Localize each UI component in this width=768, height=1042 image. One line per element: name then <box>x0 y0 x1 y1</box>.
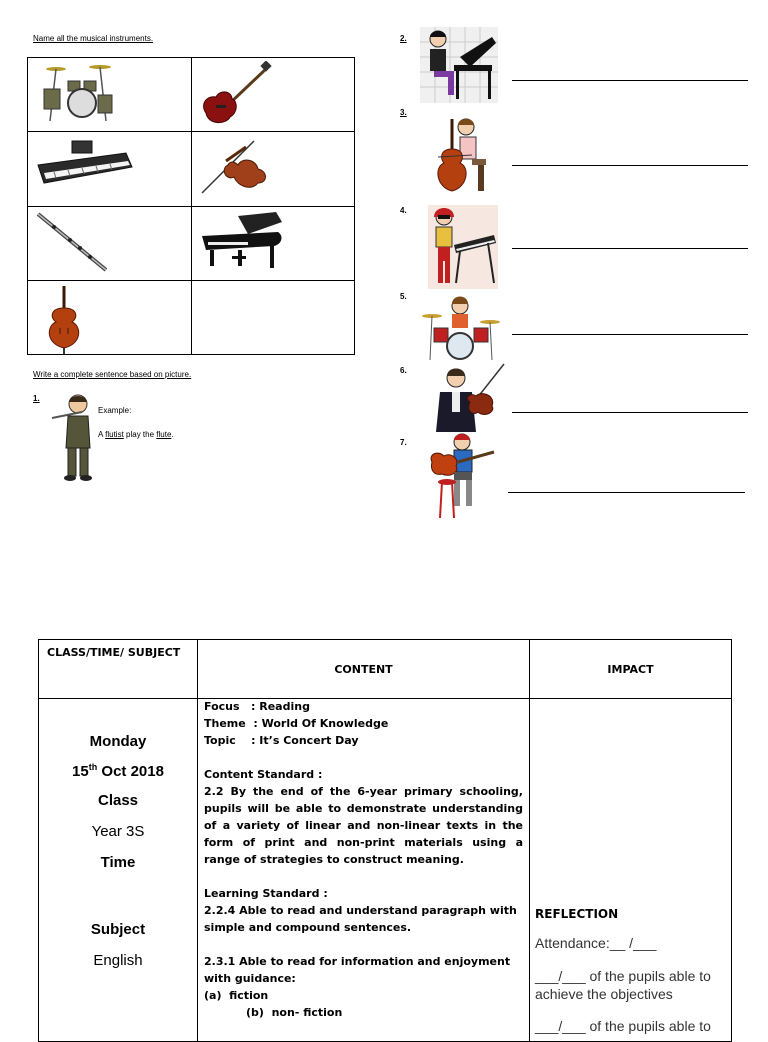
grid-cell-empty <box>191 280 355 354</box>
grid-cell <box>191 206 355 280</box>
lesson-plan-table <box>38 639 732 1042</box>
pianist-icon <box>420 27 498 103</box>
question-number: 7. <box>400 438 407 447</box>
impact-cell <box>530 699 732 1042</box>
objectives-line-1: ___/___ of the pupils able to achieve the objectives <box>535 968 711 1002</box>
example-word-flutist: flutist <box>105 430 124 439</box>
question-number: 4. <box>400 206 407 215</box>
answer-line[interactable] <box>512 165 748 166</box>
learning-standard-2b: (b) non- fiction <box>246 1006 343 1019</box>
attendance-line: Attendance:__ /___ <box>535 935 657 951</box>
class-time-subject-cell <box>39 699 198 1042</box>
answer-line[interactable] <box>512 80 748 81</box>
question-number: 5. <box>400 292 407 301</box>
keyboardist-icon <box>428 205 498 289</box>
learning-standard-2a: (a) fiction <box>204 989 269 1002</box>
answer-line[interactable] <box>508 492 745 493</box>
class-label: Class <box>97 792 139 809</box>
guitarist-icon <box>428 432 498 520</box>
electric-guitar-icon <box>198 61 278 127</box>
time-label: Time <box>100 854 136 871</box>
example-sentence <box>98 430 174 439</box>
answer-line[interactable] <box>512 248 748 249</box>
violin-icon <box>198 135 278 199</box>
example-text: play the <box>123 430 157 439</box>
theme-line: Theme : World Of Knowledge <box>204 717 389 730</box>
grid-cell <box>191 132 355 206</box>
learning-standard-title: Learning Standard : <box>204 887 328 900</box>
grid-cell <box>191 58 355 132</box>
header-content: CONTENT <box>198 640 530 699</box>
content-cell <box>198 699 530 1042</box>
reflection-title: REFLECTION <box>535 907 619 921</box>
answer-line[interactable] <box>512 412 748 413</box>
flutist-icon <box>48 392 98 482</box>
grid-cell <box>28 280 192 354</box>
example-text: . <box>171 430 174 439</box>
answer-line[interactable] <box>512 334 748 335</box>
keyboard-icon <box>34 135 134 199</box>
example-word-flute: flute <box>156 430 172 439</box>
cello-icon <box>34 284 94 356</box>
example-label: Example: <box>98 406 132 415</box>
instruction-write-sentence: Write a complete sentence based on picture. <box>33 370 192 379</box>
grid-cell <box>28 206 192 280</box>
grand-piano-icon <box>198 210 288 274</box>
day: Monday <box>89 733 147 750</box>
learning-standard-1: 2.2.4 Able to read and understand paragraph with simple and compound sentences. <box>204 904 517 934</box>
topic-line: Topic : It’s Concert Day <box>204 734 359 747</box>
class-value: Year 3S <box>91 823 145 840</box>
instruction-name-instruments: Name all the musical instruments. <box>33 34 154 43</box>
content-standard-title: Content Standard : <box>204 768 323 781</box>
content-standard-text: 2.2 By the end of the 6-year primary schooling, pupils will be able to demonstrate understanding of a variety of linear and non-linear texts in the form of print and non-print materials using a range of strategies to construct meaning. <box>204 785 523 866</box>
subject-label: Subject <box>90 921 146 938</box>
grid-cell <box>28 132 192 206</box>
example-number: 1. <box>33 394 40 403</box>
flute-icon <box>34 210 114 276</box>
instrument-grid <box>27 57 355 355</box>
question-number: 3. <box>400 108 407 117</box>
objectives-line-2: ___/___ of the pupils able to <box>535 1018 711 1034</box>
header-impact: IMPACT <box>530 640 732 699</box>
learning-standard-2: 2.3.1 Able to read for information and enjoyment with guidance: <box>204 955 511 985</box>
drummer-icon <box>420 294 500 362</box>
date-day: 15 <box>72 763 89 780</box>
grid-cell <box>28 58 192 132</box>
violinist-icon <box>426 362 506 432</box>
question-number: 6. <box>400 366 407 375</box>
date-suffix: th <box>88 762 98 772</box>
focus-line: Focus : Reading <box>204 700 310 713</box>
drum-kit-icon <box>34 61 124 125</box>
question-number: 2. <box>400 34 407 43</box>
date-rest: Oct 2018 <box>97 763 164 780</box>
subject-value: English <box>93 952 143 969</box>
date <box>40 762 196 780</box>
header-class-time-subject: CLASS/TIME/ SUBJECT <box>39 640 198 699</box>
example-text: A <box>98 430 106 439</box>
cellist-icon <box>432 115 490 197</box>
